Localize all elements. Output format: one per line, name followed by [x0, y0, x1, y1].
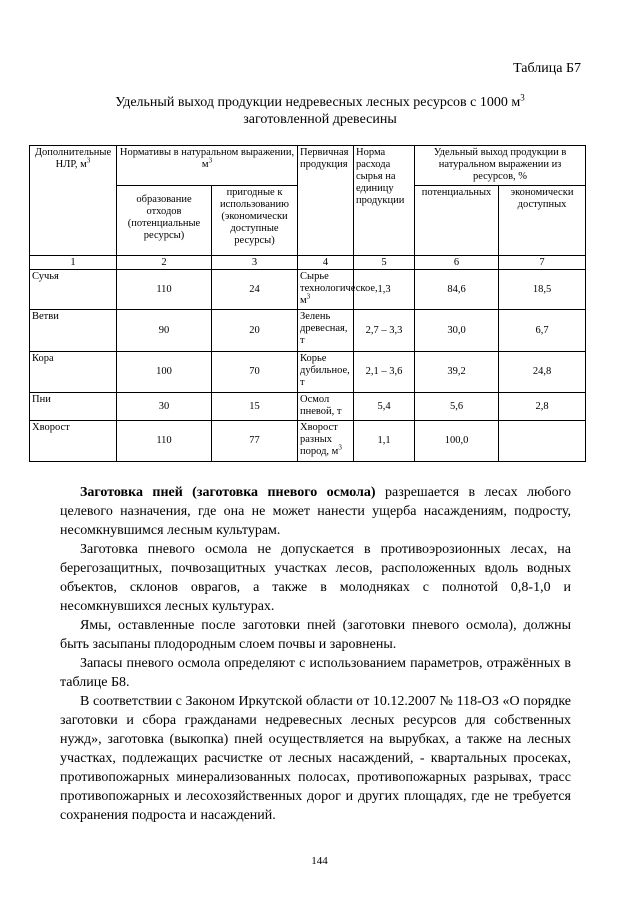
header-potential: потенциальных [415, 186, 499, 256]
column-numbers-row [30, 256, 586, 270]
row-name: Кора [30, 352, 117, 393]
col-number: 1 [30, 256, 117, 270]
row-potential: 30,0 [415, 310, 499, 352]
row-waste: 110 [117, 421, 212, 462]
row-rate: 2,1 – 3,6 [354, 352, 415, 393]
title-line-2: заготовленной древесины [243, 112, 397, 127]
row-economic: 6,7 [499, 310, 586, 352]
row-waste: 110 [117, 270, 212, 310]
table-row [30, 352, 586, 393]
row-potential: 39,2 [415, 352, 499, 393]
table-row [30, 421, 586, 462]
header-rate: Норма расхода сырья на единицу продукции [354, 146, 415, 256]
row-usable: 20 [212, 310, 298, 352]
paragraph: Заготовка пней (заготовка пневого осмола) разрешается в лесах любого целевого назначения, где она не может нанести ущерба насаждениям, подросту, несомкнувшимся лесным культурам. [60, 485, 571, 538]
row-product: Сырье технологическое, $м^3$ [298, 270, 354, 310]
table-row [30, 310, 586, 352]
header-norms: Нормативы в натуральном выражении, $м^3$ [117, 146, 298, 186]
table-caption: Таблица Б7 [513, 61, 581, 76]
row-potential: 100,0 [415, 421, 499, 462]
row-economic: 18,5 [499, 270, 586, 310]
page-number: 144 [311, 855, 328, 867]
paragraph: В соответствии с Законом Иркутской области от 10.12.2007 № 118-ОЗ «О порядке заготовки и сбора гражданами недревесных лесных ресурсов для собственных нужд», заготовка (выкопка) пней осуществляется на вырубках, а также на лесных участках, подлежащих расчистке от лесных насаждений, - квартальных просеках, противопожарных минерализованных полосах, противопожарных разрывах, трасс противопожарных и лесохозяйственных дорог и других площадях, где не требуется сохранения подроста и насаждений. [60, 694, 571, 823]
col-number: 4 [298, 256, 354, 270]
header-yield: Удельный выход продукции в натуральном выражении из ресурсов, % [415, 146, 586, 186]
row-economic: 2,8 [499, 393, 586, 421]
row-usable: 24 [212, 270, 298, 310]
row-name: Пни [30, 393, 117, 421]
title-line-1: Удельный выход продукции недревесных лесных ресурсов с 1000 м [115, 95, 521, 110]
row-product: Осмол пневой, т [298, 393, 354, 421]
col-number: 2 [117, 256, 212, 270]
row-waste: 30 [117, 393, 212, 421]
row-waste: 90 [117, 310, 212, 352]
title-superscript: 3 [520, 92, 525, 103]
table-row [30, 270, 586, 310]
row-potential: 5,6 [415, 393, 499, 421]
row-name: Сучья [30, 270, 117, 310]
col-number: 7 [499, 256, 586, 270]
row-rate: 2,7 – 3,3 [354, 310, 415, 352]
row-economic: 24,8 [499, 352, 586, 393]
row-potential: 84,6 [415, 270, 499, 310]
row-rate: 1,1 [354, 421, 415, 462]
body-text [60, 483, 571, 825]
resources-table [29, 145, 586, 462]
paragraph: Ямы, оставленные после заготовки пней (заготовки пневого осмола), должны быть засыпаны плодородным слоем почвы и заровнены. [60, 618, 571, 652]
header-economic: экономически доступных [499, 186, 586, 256]
col-number: 6 [415, 256, 499, 270]
col-number: 3 [212, 256, 298, 270]
row-waste: 100 [117, 352, 212, 393]
header-primary-product: Первичная продукция [298, 146, 354, 256]
header-usable: пригодные к использованию (экономически доступные ресурсы) [212, 186, 298, 256]
row-usable: 70 [212, 352, 298, 393]
row-name: Хворост [30, 421, 117, 462]
table-title [60, 94, 580, 128]
col-number: 5 [354, 256, 415, 270]
row-usable: 15 [212, 393, 298, 421]
table-row [30, 393, 586, 421]
row-product: Хворост разных пород, $м^3$ [298, 421, 354, 462]
row-rate: 5,4 [354, 393, 415, 421]
paragraph: Запасы пневого осмола определяют с использованием параметров, отражённых в таблице Б8. [60, 656, 571, 690]
row-economic [499, 421, 586, 462]
paragraph-lead-bold: Заготовка пней (заготовка пневого осмола) [80, 485, 376, 500]
header-waste: образование отходов (потенциальные ресурсы) [117, 186, 212, 256]
header-nlr: Дополнительные НЛР, $м^3$ [30, 146, 117, 256]
row-rate: 1,3 [354, 270, 415, 310]
row-product: Зелень древесная, т [298, 310, 354, 352]
row-usable: 77 [212, 421, 298, 462]
row-product: Корье дубильное, т [298, 352, 354, 393]
paragraph: Заготовка пневого осмола не допускается в противоэрозионных лесах, на берегозащитных, почвозащитных участках лесов, расположенных вдоль водных объектов, склонов оврагов, а также в молодняках с полнотой 0,8-1,0 и несомкнувшихся лесных культурах. [60, 542, 571, 614]
row-name: Ветви [30, 310, 117, 352]
